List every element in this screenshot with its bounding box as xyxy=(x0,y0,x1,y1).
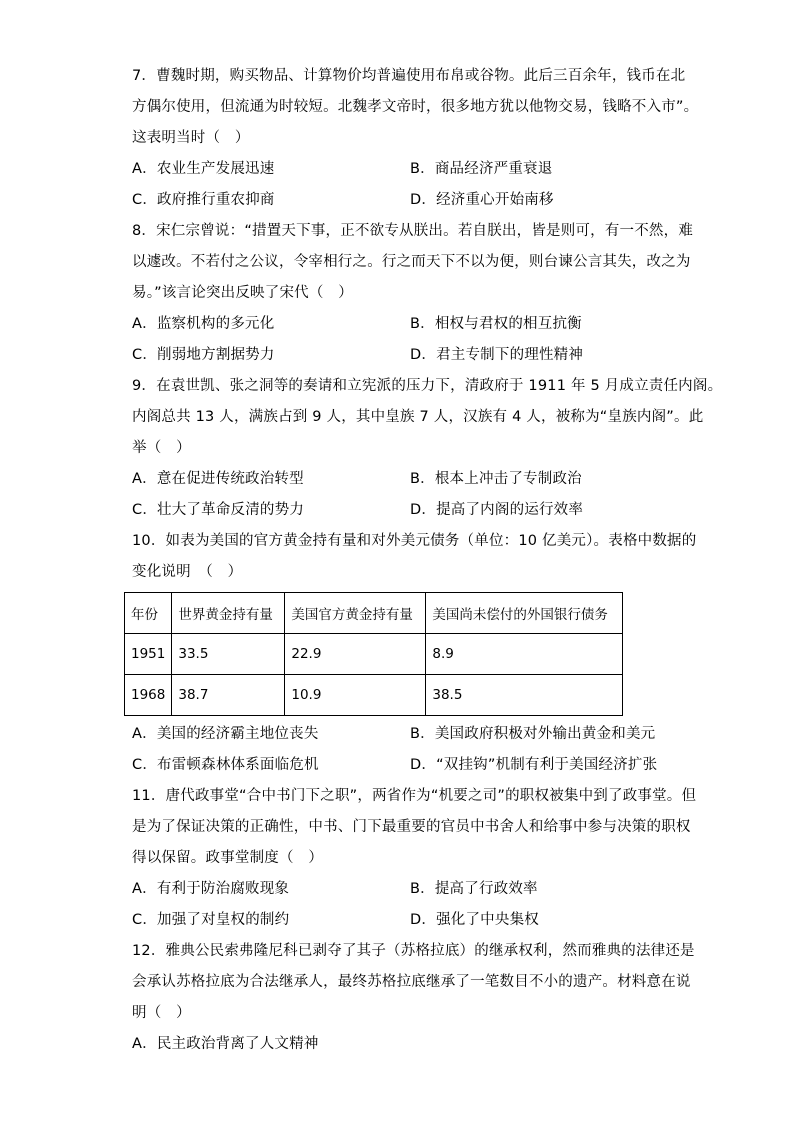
q9-stem-line-3: 举（ ） xyxy=(132,440,191,456)
table-header-cell: 美国官方黄金持有量 xyxy=(285,593,426,634)
q8-option-b: B．相权与君权的相互抗衡 xyxy=(410,316,582,332)
q8-option-d: D．君主专制下的理性精神 xyxy=(410,347,584,363)
q8-option-c: C．削弱地方割据势力 xyxy=(132,347,275,363)
table-cell: 1951 xyxy=(125,634,172,675)
q10-option-c: C．布雷顿森林体系面临危机 xyxy=(132,757,319,773)
q12-stem-line-3: 明（ ） xyxy=(132,1005,191,1021)
table-header-cell: 世界黄金持有量 xyxy=(172,593,285,634)
q9-option-b: B．根本上冲击了专制政治 xyxy=(410,471,582,487)
q8-stem-line-1: 8．宋仁宗曾说：“措置天下事，正不欲专从朕出。若自朕出，皆是则可，有一不然，难 xyxy=(132,223,694,239)
q11-option-c: C．加强了对皇权的制约 xyxy=(132,912,290,928)
q11-option-d: D．强化了中央集权 xyxy=(410,912,539,928)
table-cell: 38.7 xyxy=(172,675,285,716)
table-header-cell: 年份 xyxy=(125,593,172,634)
q7-option-b: B．商品经济严重衰退 xyxy=(410,161,553,177)
q12-option-a: A．民主政治背离了人文精神 xyxy=(132,1036,319,1052)
table-cell: 38.5 xyxy=(426,675,623,716)
q7-option-a: A．农业生产发展迅速 xyxy=(132,161,275,177)
q7-stem-line-3: 这表明当时（ ） xyxy=(132,130,250,146)
q10-option-b: B．美国政府积极对外输出黄金和美元 xyxy=(410,726,656,742)
q7-option-d: D．经济重心开始南移 xyxy=(410,192,554,208)
q11-stem-line-1: 11．唐代政事堂“合中书门下之职”，两省作为“机要之司”的职权被集中到了政事堂。但 xyxy=(132,788,697,804)
q10-option-a: A．美国的经济霸主地位丧失 xyxy=(132,726,319,742)
q8-option-a: A．监察机构的多元化 xyxy=(132,316,275,332)
q11-stem-line-2: 是为了保证决策的正确性，中书、门下最重要的官员中书舍人和给事中参与决策的职权 xyxy=(132,819,691,835)
q7-option-c: C．政府推行重农抑商 xyxy=(132,192,275,208)
q9-option-d: D．提高了内阁的运行效率 xyxy=(410,502,584,518)
q12-stem-line-2: 会承认苏格拉底为合法继承人，最终苏格拉底继承了一笔数目不小的遗产。材料意在说 xyxy=(132,974,691,990)
q10-stem-line-1: 10．如表为美国的官方黄金持有量和对外美元债务（单位：10 亿美元）。表格中数据的 xyxy=(132,533,697,549)
q11-option-b: B．提高了行政效率 xyxy=(410,881,538,897)
q7-stem-line-1: 7．曹魏时期，购买物品、计算物价均普遍使用布帛或谷物。此后三百余年，钱币在北 xyxy=(132,68,686,84)
q8-stem-line-3: 易。”该言论突出反映了宋代（ ） xyxy=(132,285,353,301)
q9-option-a: A．意在促进传统政治转型 xyxy=(132,471,304,487)
table-cell: 1968 xyxy=(125,675,172,716)
table-header-row xyxy=(125,593,623,634)
table-cell: 22.9 xyxy=(285,634,426,675)
table-cell: 33.5 xyxy=(172,634,285,675)
table-cell: 8.9 xyxy=(426,634,623,675)
table-cell: 10.9 xyxy=(285,675,426,716)
table-header-cell: 美国尚未偿付的外国银行债务 xyxy=(426,593,623,634)
q10-option-d: D．“双挂钩”机制有利于美国经济扩张 xyxy=(410,757,658,773)
q9-stem-line-1: 9．在袁世凯、张之洞等的奏请和立宪派的压力下，清政府于 1911 年 5 月成立责任内阁。 xyxy=(132,378,723,394)
q10-stem-line-2: 变化说明 （ ） xyxy=(132,564,243,580)
q9-stem-line-2: 内阁总共 13 人，满族占到 9 人，其中皇族 7 人，汉族有 4 人，被称为“皇族内阁”。此 xyxy=(132,409,704,425)
table-row xyxy=(125,675,623,716)
table-row xyxy=(125,634,623,675)
q11-stem-line-3: 得以保留。政事堂制度（ ） xyxy=(132,850,324,866)
q11-option-a: A．有利于防治腐败现象 xyxy=(132,881,290,897)
q7-stem-line-2: 方偶尔使用，但流通为时较短。北魏孝文帝时，很多地方犹以他物交易，钱略不入市”。 xyxy=(132,99,699,115)
q8-stem-line-2: 以遽改。不若付之公议，令宰相行之。行之而天下不以为便，则台谏公言其失，改之为 xyxy=(132,254,691,270)
gold-holdings-table xyxy=(124,592,623,716)
q12-stem-line-1: 12．雅典公民索弗隆尼科已剥夺了其子（苏格拉底）的继承权利，然而雅典的法律还是 xyxy=(132,943,695,959)
q9-option-c: C．壮大了革命反清的势力 xyxy=(132,502,305,518)
